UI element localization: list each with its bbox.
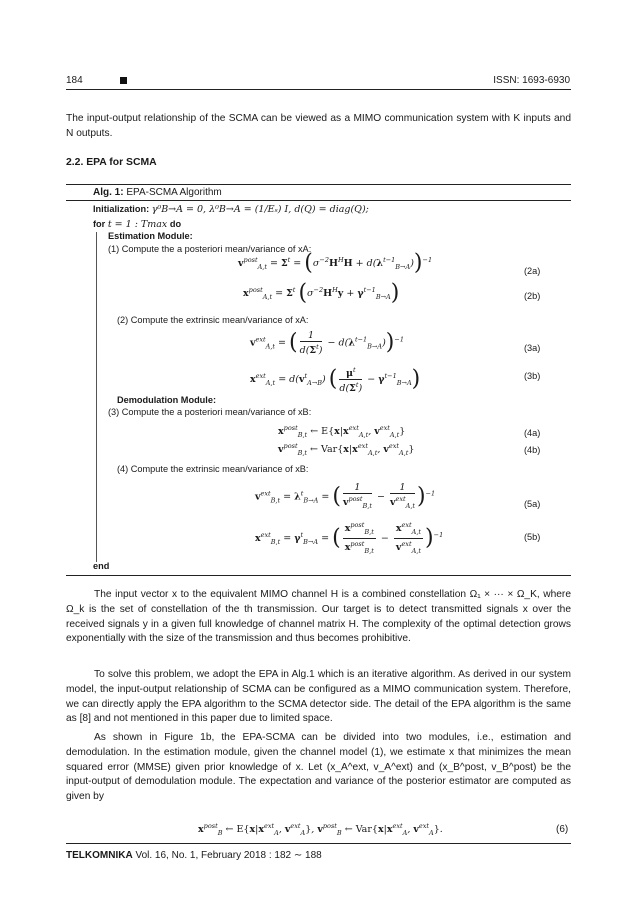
for-loop-bar (96, 232, 97, 562)
eqno-2a: (2a) (524, 266, 541, 276)
header-square-icon (120, 77, 127, 84)
alg-top-rule (66, 184, 571, 185)
body-paragraph-2: To solve this problem, we adopt the EPA in Alg.1 which is an iterative algorithm. As derived in our system model, the input-output relationship of SCMA can be configured as a MIMO communication system. Therefore, we can directly apply the EPA algorithm to the SCMA detector side. The detail of the EPA algorithm is the same as [8] and not mentioned in this paper due to limited space. (66, 669, 571, 725)
footer (66, 850, 322, 861)
header-rule (66, 89, 571, 90)
equation-5b: $x^{ext}_{B,t} = \gamma^t_{B\to A}$ = ( $\frac{x^{post}_{B,t}}{x^{post}_{B,t}}$ − $\frac{x^{ext}_{A,t}}{v^{ext}_{A,t}}$ )$^{-1}$ (255, 521, 444, 556)
end-keyword: end (93, 561, 110, 571)
equation-3a: $v^{ext}_{A,t}$ = ( $\frac{1}{d(\Sigma^t)}$ − $d(\lambda^{t-1}_{B\to A}))^{-1}$ (250, 330, 404, 357)
init-formula: γ⁰B→A = 0, λ⁰B→A = (1/Eₛ) I, d(Q) = diag(Q); (151, 204, 369, 215)
intro-paragraph: The input-output relationship of the SCMA can be viewed as a MIMO communication system with K inputs and N outputs. (66, 113, 571, 139)
equation-4a: $x^{post}_{B,t}$ ← $E\{x|x^{ext}_{A,t}$, $v^{ext}_{A,t}$} (278, 424, 406, 440)
eqno-4b: (4b) (524, 445, 541, 455)
step-1: (1) Compute the a posteriori mean/variance of xA: (108, 244, 312, 254)
alg-title-rule (66, 200, 571, 201)
step-2: (2) Compute the extrinsic mean/variance of xA: (117, 315, 309, 325)
body-paragraph-1: The input vector x to the equivalent MIMO channel H is a combined constellation Ω₁ × ··· × Ω_K, where Ω_k is the set of constellation of the th transmission. Our target is to detect transmitted signals x over the received signals y in a given full knowledge of channel matrix H. The complexity of the optimal detection grows exponentially with the size of the transmission and thus becomes prohibitive. (66, 589, 571, 645)
page-number: 184 (66, 75, 83, 86)
eqno-6: (6) (556, 824, 569, 835)
issn: ISSN: 1693-6930 (493, 75, 570, 86)
step-4: (4) Compute the extrinsic mean/variance of xB: (117, 464, 309, 474)
journal-citation: Vol. 16, No. 1, February 2018 : 182 ∼ 188 (135, 850, 322, 861)
alg-name: EPA-SCMA Algorithm (126, 187, 222, 198)
eqno-5a: (5a) (524, 499, 541, 509)
section-title: 2.2. EPA for SCMA (66, 157, 157, 168)
alg-bottom-rule (66, 575, 571, 576)
journal-name: TELKOMNIKA (66, 850, 133, 861)
equation-5a: $v^{ext}_{B,t} = \lambda^t_{B\to A}$ = ( $\frac{1}{v^{post}_{B,t}}$ − $\frac{1}{v^{ext}_{A,t}}$ )$^{-1}$ (255, 482, 436, 511)
body-paragraph-3: As shown in Figure 1b, the EPA-SCMA can be divided into two modules, i.e., estimation and demodulation. In the estimation module, given the channel model (1), we estimate x that minimizes the mean squared error (MMSE) given prior knowledge of x. Let (x_A^ext, v_A^ext) and (x_B^post, v_B^post) be the input-output of demodulation module. The expectation and variance of the posterior estimator are computed as given by (66, 732, 571, 803)
alg-label: Alg. 1: (93, 187, 124, 198)
estimation-label: Estimation Module: (108, 231, 193, 241)
equation-2a: $v^{post}_{A,t} = \Sigma^t = (\sigma^{-2}H^HH + d(\lambda^{t-1}_{B\to A}))^{-1}$ (238, 250, 433, 276)
for-line: for t = 1 : Tmax do (93, 219, 182, 230)
init-line: Initialization: γ⁰B→A = 0, λ⁰B→A = (1/Eₛ) I, d(Q) = diag(Q); (93, 204, 369, 215)
step-3: (3) Compute the a posteriori mean/variance of xB: (108, 407, 312, 417)
equation-4b: $v^{post}_{B,t}$ ← $Var\{x|x^{ext}_{A,t}$, $v^{ext}_{A,t}$} (278, 442, 415, 458)
eqno-3b: (3b) (524, 371, 541, 381)
eqno-3a: (3a) (524, 343, 541, 353)
alg-title (93, 187, 222, 198)
eqno-5b: (5b) (524, 532, 541, 542)
eqno-2b: (2b) (524, 291, 541, 301)
equation-3b: $x^{ext}_{A,t} = d(v^t_{A\to B})$ ( $\frac{\mu^t}{d(\Sigma^t)}$ − $\gamma^{t-1}_{B\to A}$) (250, 366, 421, 395)
demodulation-label: Demodulation Module: (117, 395, 217, 405)
eqno-4a: (4a) (524, 428, 541, 438)
equation-6: $x^{post}_B$ ← $E\{x|x^{ext}_A$, $v^{ext}_A$}, $v^{post}_B$ ← $Var\{x|x^{ext}_A$, $v^{ext}_A$}. (198, 822, 443, 838)
footer-rule (66, 843, 571, 844)
equation-2b: $x^{post}_{A,t} = \Sigma^t$ $(\sigma^{-2}H^Hy + \gamma^{t-1}_{B\to A})$ (243, 280, 400, 306)
